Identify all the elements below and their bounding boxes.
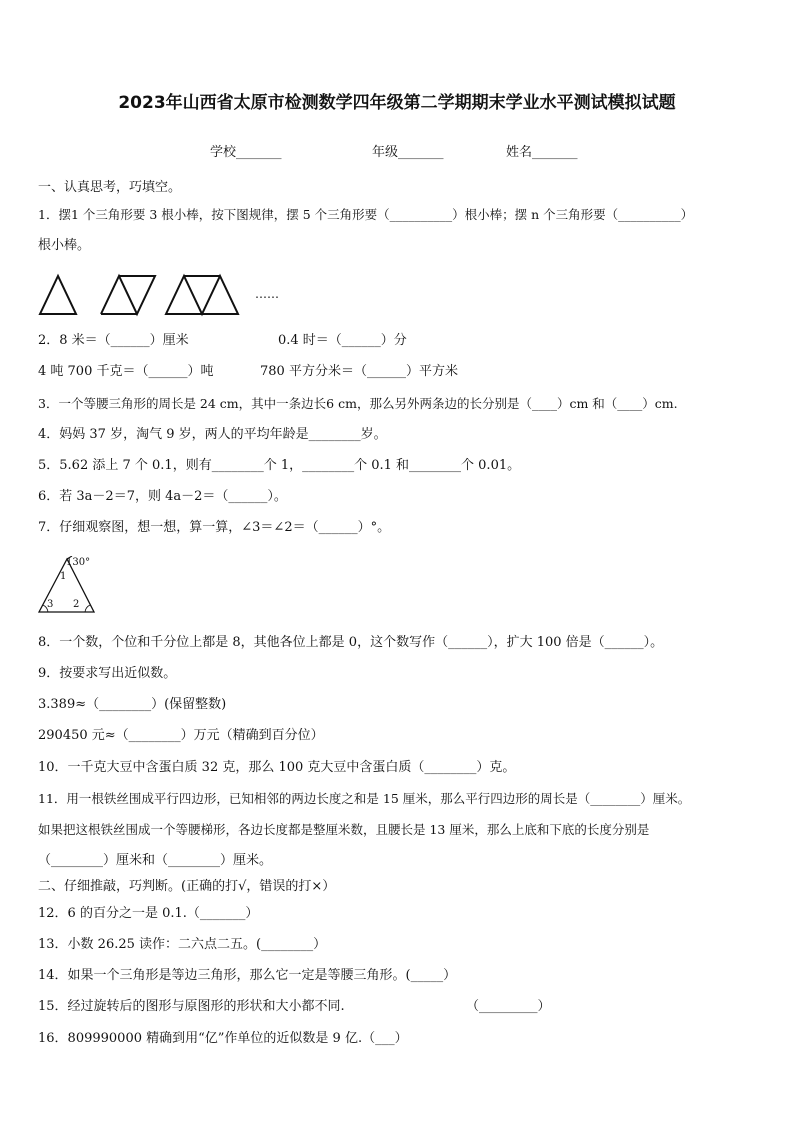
name-field[interactable]: 姓名_______: [506, 145, 578, 160]
question-10: 10．一千克大豆中含蛋白质 32 克，那么 100 克大豆中含蛋白质（________）克。: [38, 760, 516, 775]
question-6: 6．若 3a－2＝7，则 4a－2＝（______）。: [38, 489, 287, 504]
ellipsis: ……: [255, 287, 279, 301]
question-11-line-3: （________）厘米和（________）厘米。: [38, 853, 273, 868]
grade-field[interactable]: 年级_______: [372, 145, 444, 160]
matchstick-triangles-figure: [36, 270, 286, 320]
question-1-line-2: 根小棒。: [38, 238, 91, 253]
question-11-line-2: 如果把这根铁丝围成一个等腰梯形，各边长度都是整厘米数，且腰长是 13 厘米，那么上底和下底的长度分别是: [38, 822, 650, 837]
angle-2-label: 2: [73, 599, 80, 610]
question-16: 16．809990000 精确到用“亿”作单位的近似数是 9 亿.（___）: [38, 1031, 408, 1046]
question-5: 5．5.62 添上 7 个 0.1，则有________个 1，________个 0.1 和________个 0.01。: [38, 458, 521, 473]
question-8: 8．一个数，个位和千分位上都是 8，其他各位上都是 0，这个数写作（______），扩大 100 倍是（______）。: [38, 635, 664, 650]
question-9: 9．按要求写出近似数。: [38, 666, 177, 681]
page-title: 2023年山西省太原市检测数学四年级第二学期期末学业水平测试模拟试题: [118, 93, 676, 113]
question-2-right-b: 780 平方分米＝（______）平方米: [260, 364, 458, 379]
question-2-left-a: 2．8 米＝（______）厘米: [38, 333, 189, 348]
angle-1-label: 1: [60, 571, 67, 582]
question-1-line-1: 1．摆1 个三角形要 3 根小棒，按下图规律，摆 5 个三角形要（__________）根小棒；摆 n 个三角形要（__________）: [38, 207, 694, 222]
question-2-left-b: 4 吨 700 千克＝（______）吨: [38, 364, 214, 379]
question-11-line-1: 11．用一根铁丝围成平行四边形，已知相邻的两边长度之和是 15 厘米，那么平行四边形的周长是（________）厘米。: [38, 791, 691, 806]
question-13: 13．小数 26.25 读作：二六点二五。(________）: [38, 937, 327, 952]
school-field[interactable]: 学校_______: [210, 145, 282, 160]
question-9-a: 3.389≈（________）(保留整数): [38, 697, 227, 712]
question-3: 3．一个等腰三角形的周长是 24 cm，其中一条边长6 cm，那么另外两条边的长分别是（____）cm 和（____）cm.: [38, 396, 678, 411]
question-9-b: 290450 元≈（________）万元（精确到百分位）: [38, 728, 324, 743]
question-15: 15．经过旋转后的图形与原图形的形状和大小都不同.: [38, 999, 345, 1014]
angle-130-label: 130°: [66, 557, 91, 568]
question-2-right-a: 0.4 时＝（______）分: [278, 333, 407, 348]
question-15-blank: （_________）: [466, 999, 551, 1014]
question-7: 7．仔细观察图，想一想，算一算，∠3＝∠2＝（______）°。: [38, 520, 391, 535]
question-12: 12．6 的百分之一是 0.1.（_______）: [38, 906, 259, 921]
question-4: 4．妈妈 37 岁，淘气 9 岁，两人的平均年龄是________岁。: [38, 427, 387, 442]
section-1-heading: 一、认真思考，巧填空。: [38, 180, 182, 195]
section-2-heading: 二、仔细推敲，巧判断。(正确的打√，错误的打×）: [38, 879, 336, 894]
angle-3-label: 3: [47, 599, 54, 610]
question-14: 14．如果一个三角形是等边三角形，那么它一定是等腰三角形。(_____）: [38, 968, 457, 983]
